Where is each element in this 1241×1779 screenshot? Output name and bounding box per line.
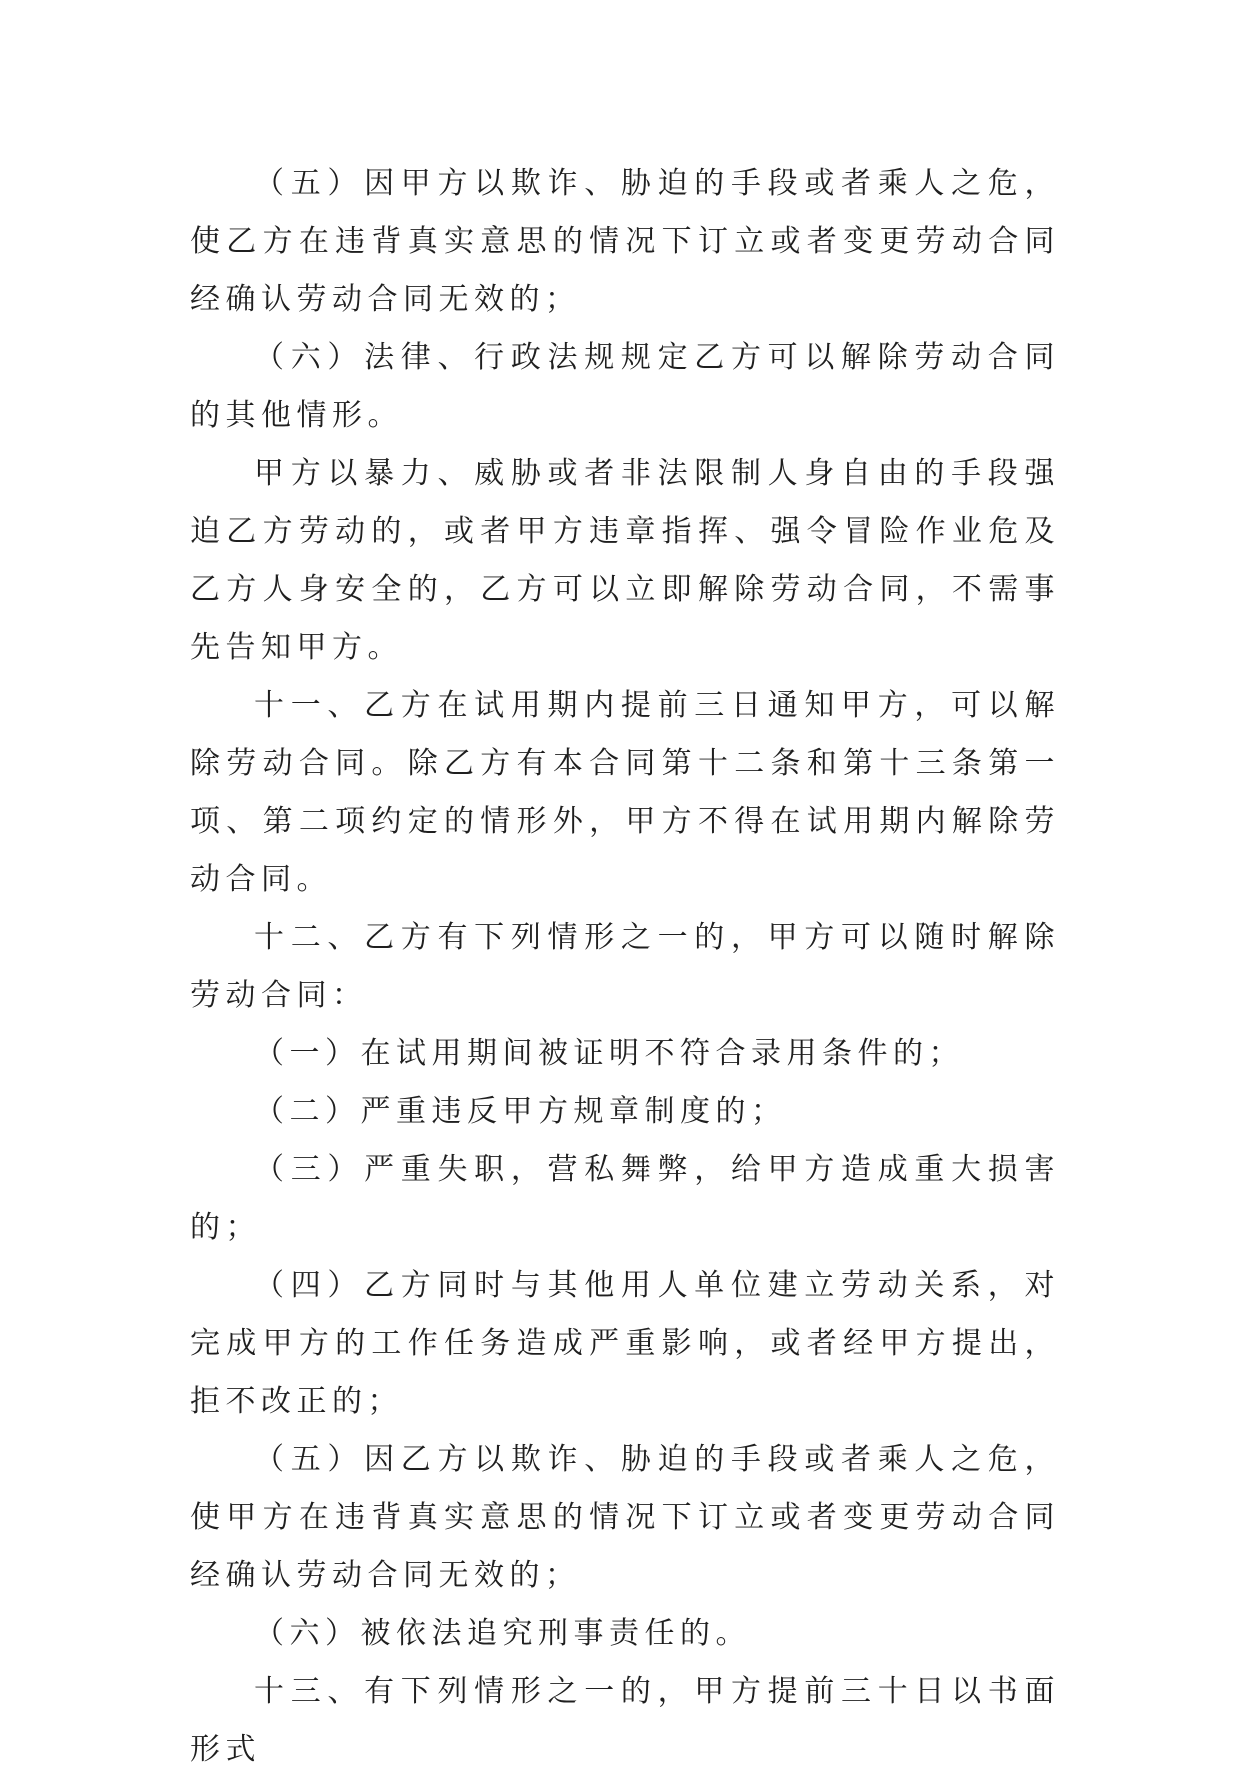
paragraph-clause-5-party-a: （五）因甲方以欺诈、胁迫的手段或者乘人之危，使乙方在违背真实意思的情况下订立或者变更劳动合同经确认劳动合同无效的；: [190, 166, 1060, 317]
document-page: [190, 155, 1060, 1779]
paragraph-article-12-item-4: （四）乙方同时与其他用人单位建立劳动关系，对完成甲方的工作任务造成严重影响，或者经甲方提出，拒不改正的；: [190, 1268, 1060, 1419]
paragraph-article-12: 十二、乙方有下列情形之一的，甲方可以随时解除劳动合同：: [190, 920, 1060, 1013]
paragraph-clause-6-other-cases: （六）法律、行政法规规定乙方可以解除劳动合同的其他情形。: [190, 340, 1060, 433]
paragraph-article-12-item-5: （五）因乙方以欺诈、胁迫的手段或者乘人之危，使甲方在违背真实意思的情况下订立或者变更劳动合同经确认劳动合同无效的；: [190, 1442, 1060, 1593]
paragraph-article-12-item-2: （二）严重违反甲方规章制度的；: [254, 1094, 787, 1129]
paragraph-article-11: 十一、乙方在试用期内提前三日通知甲方，可以解除劳动合同。除乙方有本合同第十二条和第十三条第一项、第二项约定的情形外，甲方不得在试用期内解除劳动合同。: [190, 688, 1060, 897]
paragraph-article-12-item-3: （三）严重失职，营私舞弊，给甲方造成重大损害的；: [190, 1152, 1060, 1245]
paragraph-article-12-item-1: （一）在试用期间被证明不符合录用条件的；: [254, 1036, 964, 1071]
paragraph-article-13: 十三、有下列情形之一的，甲方提前三十日以书面形式: [190, 1674, 1060, 1767]
paragraph-article-12-item-6: （六）被依法追究刑事责任的。: [254, 1616, 751, 1651]
paragraph-immediate-termination: 甲方以暴力、威胁或者非法限制人身自由的手段强迫乙方劳动的，或者甲方违章指挥、强令冒险作业危及乙方人身安全的，乙方可以立即解除劳动合同，不需事先告知甲方。: [190, 456, 1060, 665]
